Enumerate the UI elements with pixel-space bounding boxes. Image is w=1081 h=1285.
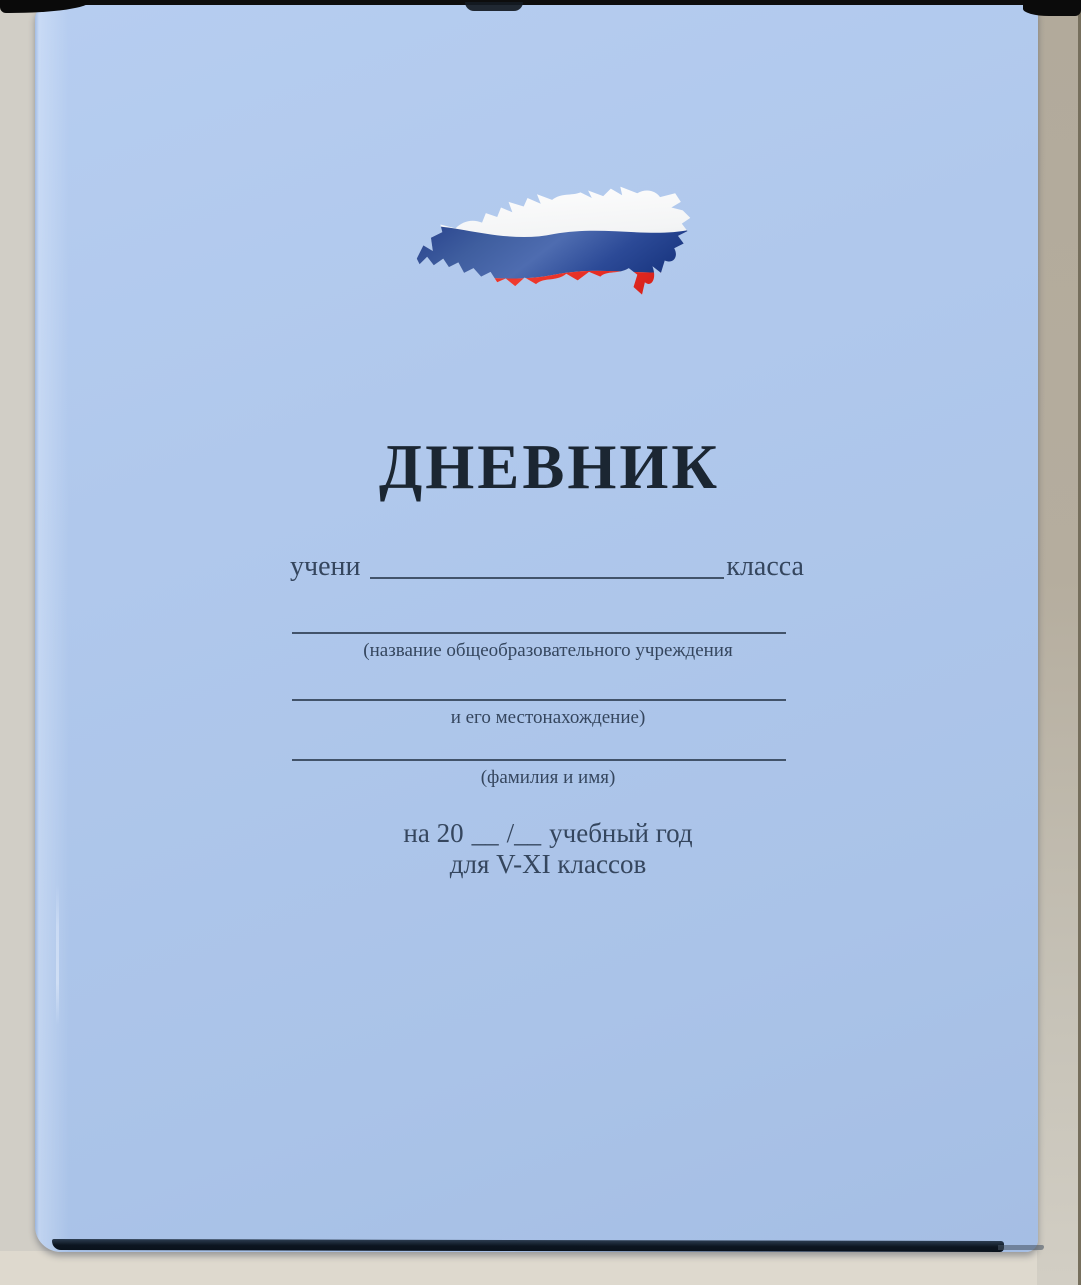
- year-text-before: на 20: [403, 818, 464, 848]
- pupil-name-blank-line: [292, 759, 786, 761]
- scan-background-right: [1037, 0, 1081, 1285]
- year-text-after: учебный год: [549, 818, 693, 848]
- school-caption-line-2: и его местонахождение): [450, 707, 646, 728]
- student-label-prefix: учени: [290, 551, 361, 582]
- student-name-row: [290, 543, 804, 583]
- year-slash: /: [506, 818, 515, 848]
- school-year-row: [288, 815, 808, 851]
- pupil-name-caption: (фамилия и имя): [480, 767, 616, 788]
- cover-bottom-edge-shadow: [52, 1239, 1004, 1252]
- diary-title: ДНЕВНИК: [378, 432, 721, 502]
- student-label-suffix: класса: [726, 551, 804, 582]
- school-name-blank-line-1: [292, 632, 786, 634]
- cover-scratch-mark: [56, 885, 59, 1025]
- scan-top-dark-strip: [0, 0, 1081, 5]
- cover-bottom-edge-shadow-right: [998, 1245, 1044, 1250]
- scan-top-center-notch: [465, 2, 523, 11]
- grades-range-line: для V-XI классов: [449, 849, 647, 879]
- school-caption-line-1: (название общеобразовательного учреждения: [363, 640, 733, 661]
- year-blank-2: __: [514, 818, 542, 848]
- student-name-blank-line: [370, 577, 724, 579]
- year-blank-1: __: [471, 818, 499, 848]
- school-name-blank-line-2: [292, 699, 786, 701]
- scan-background-bottom: [0, 1251, 1081, 1285]
- diary-cover: [35, 5, 1038, 1252]
- scan-top-right-dark-blob: [1023, 0, 1081, 16]
